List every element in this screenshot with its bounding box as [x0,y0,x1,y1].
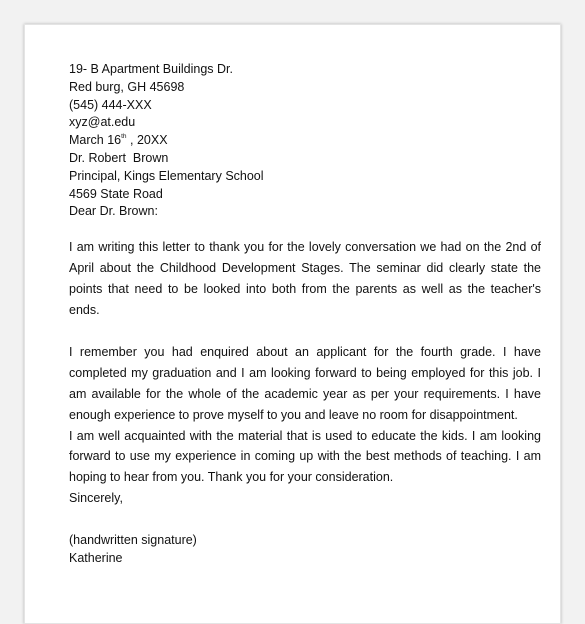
signature-block [69,531,541,567]
closing: Sincerely, [69,490,123,505]
recipient-address [69,150,541,203]
signature-placeholder: (handwritten signature) [69,532,197,547]
sender-address [69,61,541,132]
letter-date [69,132,541,150]
sender-email: xyz@at.edu [69,115,136,130]
paragraph-experience: I am well acquainted with the material that is used to educate the kids. I am looking forward to use my experience in coming up with the best methods of teaching. I am hoping to hear from you. Thank you for your consideration. [69,428,541,485]
salutation: Dear Dr. Brown: [69,204,158,219]
recipient-street: 4569 State Road [69,186,163,201]
sender-street: 19- B Apartment Buildings Dr. [69,62,233,76]
sender-phone: (545) 444-XXX [69,97,152,112]
date-ordinal: th [121,133,127,141]
letter-body [69,61,541,567]
paragraph-thanks: I am writing this letter to thank you for the lovely conversation we had on the 2nd of April about the Childhood Development Stages. The seminar did clearly state the points that need to be looked into both from the parents as well as the teacher's ends. [69,240,541,317]
date-month-day: March 16 [69,133,122,148]
recipient-name: Dr. Robert Brown [69,150,169,165]
date-year: , 20XX [126,133,168,148]
recipient-title: Principal, Kings Elementary School [69,168,264,183]
sender-city: Red burg, GH 45698 [69,79,185,94]
letter-page [24,24,561,624]
paragraph-application: I remember you had enquired about an applicant for the fourth grade. I have completed my graduation and I am looking forward to being employed for this job. I am available for the whole of the academic year as per your requirements. I have enough experience to prove myself to you and leave no room for disappointment. [69,345,541,422]
signer-name: Katherine [69,550,123,565]
